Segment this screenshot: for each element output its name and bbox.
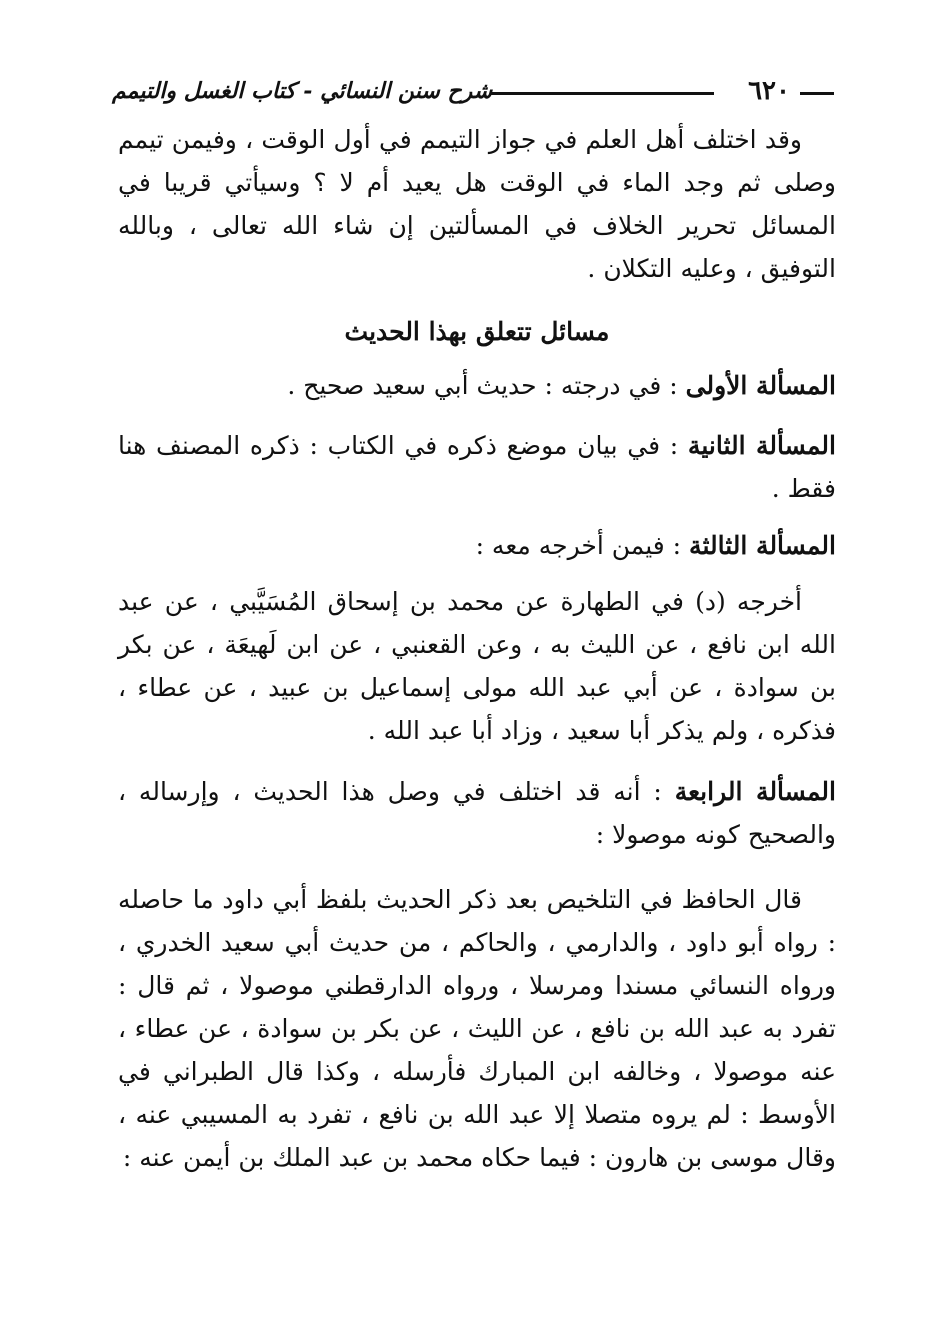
header-dash — [800, 92, 834, 95]
takhrij-paragraph — [118, 580, 836, 752]
section-heading: مسائل تتعلق بهذا الحديث — [344, 317, 610, 346]
header-rule — [490, 92, 714, 95]
question-1-text: في درجته : حديث أبي سعيد صحيح . — [287, 371, 662, 400]
talkhis-paragraph — [118, 878, 836, 1179]
question-2: المسألة الثانية : في بيان موضع ذكره في الكتاب : ذكره المصنف هنا فقط . — [118, 431, 836, 503]
question-3-label: المسألة الثالثة — [689, 531, 836, 560]
question-3-text: فيمن أخرجه معه : — [475, 531, 665, 560]
intro-paragraph — [118, 118, 836, 290]
question-1: المسألة الأولى : في درجته : حديث أبي سعيد صحيح . — [287, 371, 836, 400]
intro-paragraph-text: وقد اختلف أهل العلم في جواز التيمم في أول الوقت ، وفيمن تيمم وصلى ثم وجد الماء في الوقت هل يعيد أم لا ؟ وسيأتي قريبا في المسائل تحرير الخلاف في المسألتين إن شاء الله تعالى ، وبالله التوفيق ، وعليه التكلان . — [118, 125, 836, 283]
question-3: المسألة الثالثة : فيمن أخرجه معه : — [475, 531, 836, 560]
question-2-label: المسألة الثانية — [687, 431, 836, 460]
question-4-label: المسألة الرابعة — [674, 777, 836, 806]
running-title: شرح سنن النسائي - كتاب الغسل والتيمم — [112, 78, 493, 104]
question-1-label: المسألة الأولى — [685, 371, 836, 400]
takhrij-paragraph-text: أخرجه (د) في الطهارة عن محمد بن إسحاق المُسَيَّبي ، عن عبد الله ابن نافع ، عن الليث به ، وعن القعنبي ، عن ابن لَهيعَة ، عن بكر بن سوادة ، عن أبي عبد الله مولى إسماعيل بن عبيد ، عن عطاء ، فذكره ، ولم يذكر أبا سعيد ، وزاد أبا عبد الله . — [118, 587, 836, 745]
question-4-text: أنه قد اختلف في وصل هذا الحديث ، وإرساله ، والصحيح كونه موصولا : — [118, 777, 836, 849]
talkhis-paragraph-text: قال الحافظ في التلخيص بعد ذكر الحديث بلفظ أبي داود ما حاصله : رواه أبو داود ، والدارمي ، والحاكم ، من حديث أبي سعيد الخدري ، ورواه النسائي مسندا ومرسلا ، ورواه الدارقطني موصولا ، ثم قال : تفرد به عبد الله بن نافع ، عن الليث ، عن بكر بن سوادة ، عن عطاء ، عنه موصولا ، وخالفه ابن المبارك فأرسله ، وكذا قال الطبراني في الأوسط : لم يروه متصلا إلا عبد الله بن نافع ، تفرد به المسيبي عنه ، وقال موسى بن هارون : فيما حكاه محمد بن عبد الملك بن أيمن عنه : — [118, 885, 837, 1172]
page-number: ٦٢٠ — [748, 76, 790, 106]
question-2-text: في بيان موضع ذكره في الكتاب : ذكره المصنف هنا فقط . — [118, 431, 836, 503]
question-4: المسألة الرابعة : أنه قد اختلف في وصل هذا الحديث ، وإرساله ، والصحيح كونه موصولا : — [118, 777, 836, 849]
page-header — [112, 72, 834, 112]
